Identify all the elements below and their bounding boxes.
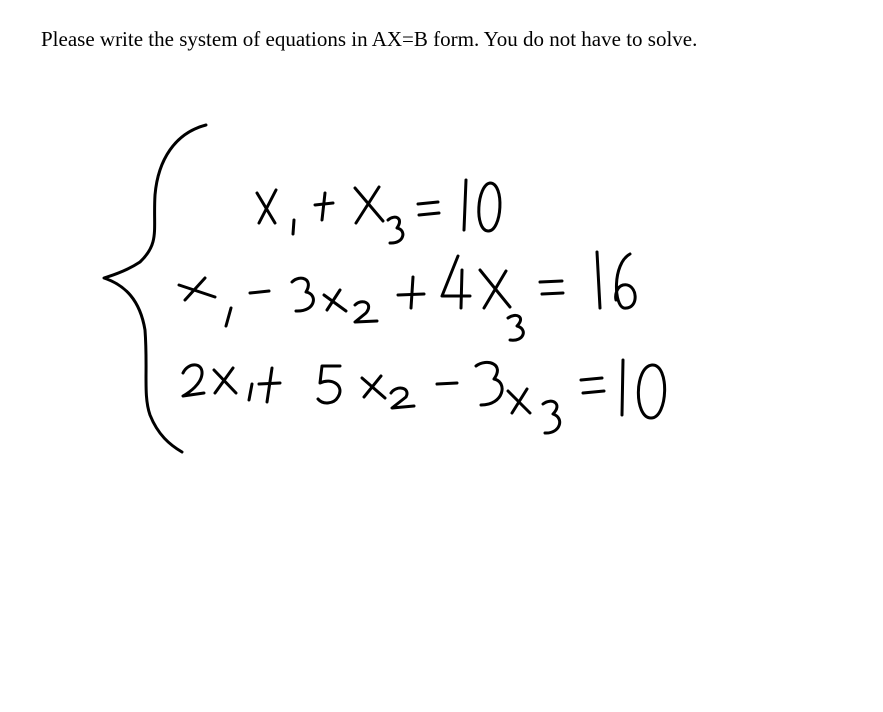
question-prompt: Please write the system of equations in AX=B form. You do not have to solve. (41, 27, 698, 51)
equation-row-1 (257, 180, 500, 243)
equation-row-3 (183, 360, 665, 433)
equation-row-2 (179, 252, 635, 340)
